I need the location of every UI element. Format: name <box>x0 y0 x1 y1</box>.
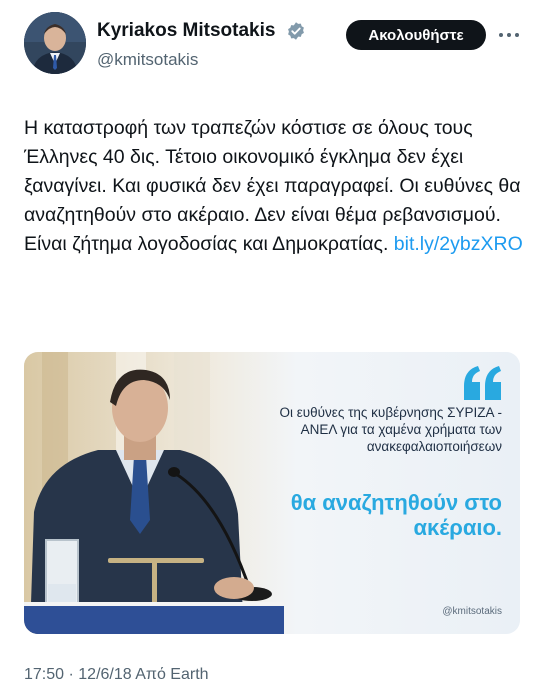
media-quote-emphasis: θα αναζητηθούν στο ακέραιο. <box>290 490 502 540</box>
quote-mark-icon <box>460 364 504 400</box>
media-quote-text: Οι ευθύνες της κυβέρνησης ΣΥΡΙΖΑ - ΑΝΕΛ για τα χαμένα χρήματα των ανακεφαλαιοποιήσεων <box>279 405 502 454</box>
author-name[interactable]: Kyriakos Mitsotakis <box>97 20 276 41</box>
tweet-header <box>0 0 544 92</box>
tweet-source: Από Earth <box>135 666 209 683</box>
tweet-link[interactable]: bit.ly/2ybzXRO <box>393 233 523 255</box>
tweet-media[interactable] <box>24 352 520 634</box>
verified-badge-icon <box>286 21 306 41</box>
follow-button[interactable]: Ακολουθήστε <box>346 20 486 50</box>
more-options-icon[interactable] <box>497 25 521 45</box>
author-handle[interactable]: @kmitsotakis <box>97 50 199 69</box>
tweet-body: Η καταστροφή των τραπεζών κόστισε σε όλους τους Έλληνες 40 δις. Τέτοιο οικονομικό έγκλημα δεν έχει ξαναγίνει. Και φυσικά δεν έχει παραγραφεί. Οι ευθύνες θα αναζητηθούν στο ακέραιο. Δεν είναι θέμα ρεβανσισμού. Είναι ζήτημα λογοδοσίας και Δημοκρατίας. <box>24 117 521 255</box>
tweet-time[interactable]: 17:50 <box>24 666 65 683</box>
media-watermark: @kmitsotakis <box>442 606 502 617</box>
tweet-metadata <box>24 666 209 684</box>
meta-separator: · <box>68 666 74 683</box>
avatar[interactable] <box>24 12 86 74</box>
tweet-date[interactable]: 12/6/18 <box>78 666 132 683</box>
tweet-text <box>24 114 524 259</box>
